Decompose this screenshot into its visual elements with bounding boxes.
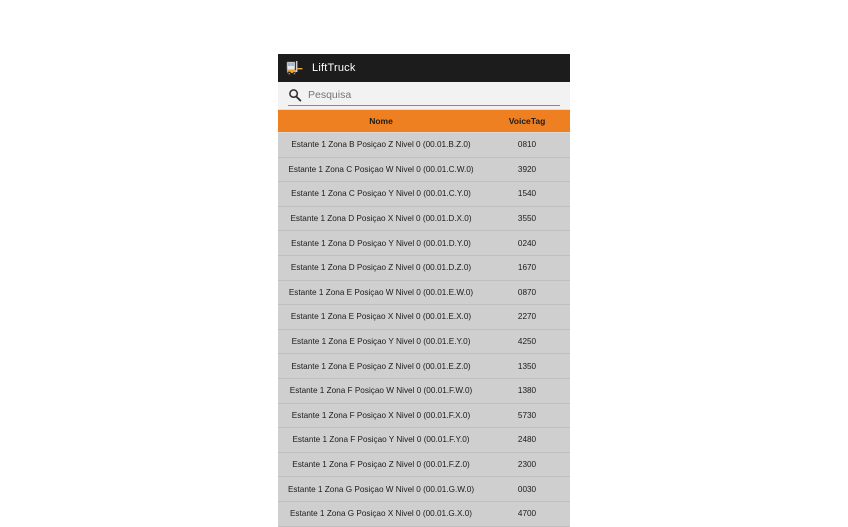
table-row[interactable]: [278, 354, 570, 379]
table-row[interactable]: [278, 281, 570, 306]
table-row[interactable]: [278, 231, 570, 256]
lifttruck-app-window: [278, 54, 570, 519]
table-row[interactable]: [278, 404, 570, 429]
search-field-wrapper[interactable]: [288, 85, 560, 106]
search-bar: [278, 82, 570, 110]
table-row[interactable]: [278, 477, 570, 502]
cell-voicetag: 2300: [517, 460, 537, 470]
cell-nome: Estante 1 Zona D Posiçao X Nivel 0 (00.01.D.X.0): [290, 214, 472, 224]
table-row[interactable]: [278, 330, 570, 355]
cell-voicetag: 3550: [517, 214, 537, 224]
cell-nome: Estante 1 Zona G Posiçao X Nivel 0 (00.01.G.X.0): [289, 509, 473, 519]
table-header: [278, 110, 570, 133]
cell-voicetag: 5730: [517, 410, 537, 420]
cell-nome: Estante 1 Zona F Posiçao X Nivel 0 (00.01.F.X.0): [291, 410, 471, 420]
forklift-icon: [286, 59, 304, 77]
cell-nome: Estante 1 Zona F Posiçao W Nivel 0 (00.01.F.W.0): [289, 386, 473, 396]
table-row[interactable]: [278, 207, 570, 232]
table-row[interactable]: [278, 502, 570, 527]
cell-voicetag: 0870: [517, 287, 537, 297]
search-icon: [288, 88, 302, 102]
cell-voicetag: 1350: [517, 361, 537, 371]
cell-voicetag: 1540: [517, 189, 537, 199]
cell-voicetag: 0810: [517, 140, 537, 150]
app-title: LiftTruck: [312, 62, 356, 74]
cell-voicetag: 0240: [517, 238, 537, 248]
cell-nome: Estante 1 Zona E Posiçao X Nivel 0 (00.01.E.X.0): [290, 312, 472, 322]
table-row[interactable]: [278, 305, 570, 330]
search-input[interactable]: [308, 89, 560, 101]
table-row[interactable]: [278, 133, 570, 158]
cell-nome: Estante 1 Zona D Posiçao Y Nivel 0 (00.01.D.Y.0): [291, 238, 471, 248]
cell-nome: Estante 1 Zona B Posiçao Z Nivel 0 (00.01.B.Z.0): [291, 140, 471, 150]
cell-nome: Estante 1 Zona G Posiçao W Nivel 0 (00.01.G.W.0): [287, 484, 475, 494]
table-row[interactable]: [278, 182, 570, 207]
table-body: [278, 133, 570, 527]
table-row[interactable]: [278, 158, 570, 183]
cell-nome: Estante 1 Zona C Posiçao Y Nivel 0 (00.01.C.Y.0): [291, 189, 471, 199]
cell-nome: Estante 1 Zona E Posiçao W Nivel 0 (00.01.E.W.0): [288, 287, 474, 297]
column-header-nome[interactable]: Nome: [369, 116, 393, 126]
table-row[interactable]: [278, 256, 570, 281]
cell-nome: Estante 1 Zona C Posiçao W Nivel 0 (00.01.C.W.0): [288, 164, 474, 174]
column-header-voicetag[interactable]: VoiceTag: [508, 116, 546, 126]
cell-voicetag: 4700: [517, 509, 537, 519]
table-row[interactable]: [278, 379, 570, 404]
title-bar: [278, 54, 570, 82]
cell-voicetag: 2270: [517, 312, 537, 322]
cell-voicetag: 4250: [517, 337, 537, 347]
cell-nome: Estante 1 Zona E Posiçao Z Nivel 0 (00.01.E.Z.0): [291, 361, 471, 371]
cell-nome: Estante 1 Zona F Posiçao Z Nivel 0 (00.01.F.Z.0): [292, 460, 470, 470]
cell-nome: Estante 1 Zona E Posiçao Y Nivel 0 (00.01.E.Y.0): [291, 337, 471, 347]
cell-voicetag: 3920: [517, 164, 537, 174]
cell-nome: Estante 1 Zona D Posiçao Z Nivel 0 (00.01.D.Z.0): [290, 263, 472, 273]
cell-nome: Estante 1 Zona F Posiçao Y Nivel 0 (00.01.F.Y.0): [292, 435, 470, 445]
table-row[interactable]: [278, 428, 570, 453]
table-row[interactable]: [278, 453, 570, 478]
cell-voicetag: 1380: [517, 386, 537, 396]
cell-voicetag: 1670: [517, 263, 537, 273]
cell-voicetag: 0030: [517, 484, 537, 494]
cell-voicetag: 2480: [517, 435, 537, 445]
